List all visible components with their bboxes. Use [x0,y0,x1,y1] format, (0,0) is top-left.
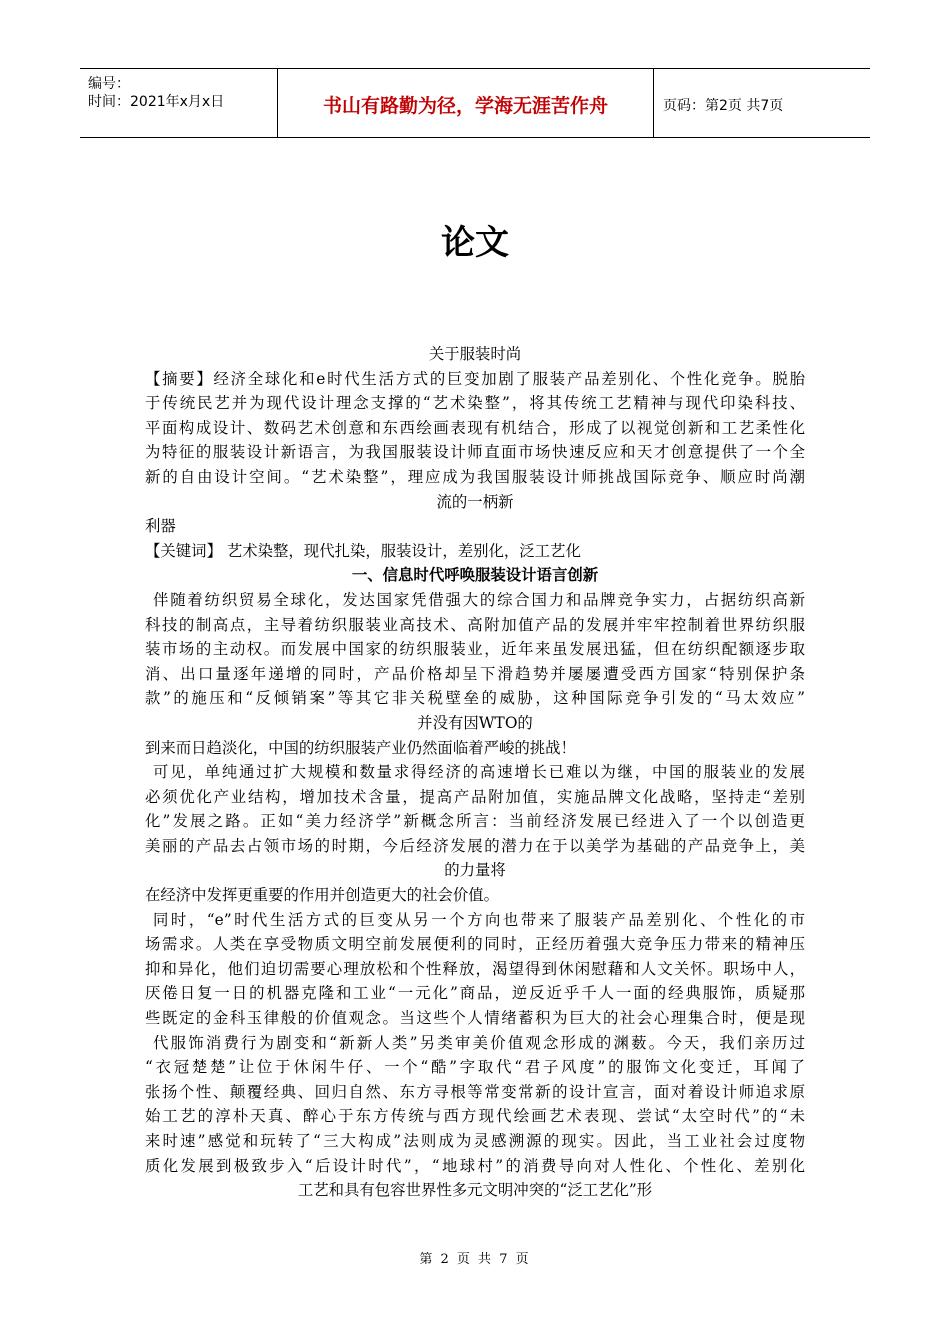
abstract-line: 【摘要】经济全球化和e时代生活方式的巨变加剧了服装产品差别化、个性化竞争。脱胎 [145,369,805,388]
abstract-line: 流的一柄新 [436,492,514,511]
paragraph-line: 消、出口量逐年递增的同时，产品价格却呈下滑趋势并屡屡遭受西方国家“特别保护条 [145,664,805,683]
paragraph-line: 抑和异化，他们迫切需要心理放松和个性释放，渴望得到休闲慰藉和人文关怀。职场中人， [145,959,805,978]
document-body [145,342,805,1203]
paragraph-line: 装市场的主动权。而发展中国家的纺织服装业，近年来虽发展迅猛，但在纺织配额逐步取 [145,640,805,659]
paragraph-line: 始工艺的淳朴天真、醉心于东方传统与西方现代绘画艺术表现、尝试“太空时代”的“未 [145,1107,805,1126]
paragraph-line: 质化发展到极致步入“后设计时代”，“地球村”的消费导向对人性化、个性化、差别化 [145,1156,805,1175]
page-footer: 第 2 页 共 7 页 [419,1252,531,1267]
abstract-line: 平面构成设计、数码艺术创意和东西绘画表现有机结合，形成了以视觉创新和工艺柔性化 [145,418,805,437]
article-title: 关于服装时尚 [428,345,522,363]
paragraph-line: 张扬个性、颠覆经典、回归自然、东方寻根等常变常新的设计宣言，面对着设计师追求原 [145,1082,805,1101]
paragraph-line: 到来而日趋淡化，中国的纺织服装产业仍然面临着严峻的挑战！ [145,738,576,757]
paragraph-line: 伴随着纺织贸易全球化，发达国家凭借强大的综合国力和品牌竞争实力，占据纺织高新 [153,590,805,609]
paragraph-line: 来时速”感觉和玩转了“三大构成”法则成为灵感溯源的现实。因此，当工业社会过度物 [145,1132,805,1150]
document-id-label: 编号： [88,76,130,92]
paragraph-line: 并没有因WTO的 [417,713,533,732]
paragraph-line: 化”发展之路。正如“美力经济学”新概念所言：当前经济发展已经进入了一个以创造更 [145,812,805,831]
page-header-table [80,68,870,138]
paragraph-line: 代服饰消费行为剧变和“新新人类”另类审美价值观念形成的渊薮。今天，我们亲历过 [153,1033,805,1052]
paragraph-line: 在经济中发挥更重要的作用并创造更大的社会价值。 [145,886,499,905]
paragraph-line: 可见，单纯通过扩大规模和数量求得经济的高速增长已难以为继，中国的服装业的发展 [153,763,805,782]
paragraph-line: 些既定的金科玉律般的价值观念。当这些个人情绪蓄积为巨大的社会心理集合时，便是现 [145,1009,805,1028]
abstract-line: 于传统民艺并为现代设计理念支撑的“艺术染整”，将其传统工艺精神与现代印染科技、 [145,394,805,413]
keywords-line: 【关键词】 艺术染整，现代扎染，服装设计，差别化，泛工艺化 [145,541,581,560]
paragraph-line: 款”的施压和“反倾销案”等其它非关税壁垒的威胁，这种国际竞争引发的“马太效应” [145,689,805,708]
abstract-line: 利器 [145,517,176,536]
paragraph-line: 厌倦日复一日的机器克隆和工业“一元化”商品，逆反近乎千人一面的经典服饰，质疑那 [145,984,805,1003]
header-page-cell [654,69,870,137]
paragraph-line: 场需求。人类在享受物质文明空前发展便利的同时，正经历着强大竞争压力带来的精神压 [145,935,805,954]
paragraph-line: 科技的制高点，主导着纺织服装业高技术、高附加值产品的发展并牢牢控制着世界纺织服 [145,615,805,634]
section-heading: 一、信息时代呼唤服装设计语言创新 [351,566,599,585]
paragraph-line: 必须优化产业结构，增加技术含量，提高产品附加值，实施品牌文化战略，坚持走“差别 [145,787,805,806]
header-motto-cell [278,69,654,137]
document-time: 时间：2021年x月x日 [88,94,225,110]
paragraph-line: 工艺和具有包容世界性多元文明冲突的“泛工艺化”形 [297,1181,653,1200]
header-page-info: 页码：第2页 共7页 [663,98,784,114]
paragraph-line: 同时，“e”时代生活方式的巨变从另一个方向也带来了服装产品差别化、个性化的市 [153,910,805,929]
document-title: 论文 [441,223,509,263]
abstract-line: 新的自由设计空间。“艺术染整”，理应成为我国服装设计师挑战国际竞争、顺应时尚潮 [145,467,805,486]
abstract-line: 为特征的服装设计新语言，为我国服装设计师直面市场快速反应和天才创意提供了一个全 [145,443,805,462]
header-motto: 书山有路勤为径，学海无涯苦作舟 [322,95,608,117]
paragraph-line: 美丽的产品去占领市场的时期，今后经济发展的潜力在于以美学为基础的产品竞争上，美 [145,836,805,855]
paragraph-line: 的力量将 [444,861,506,880]
paragraph-line: “衣冠楚楚”让位于休闲牛仔、一个“酷”字取代“君子风度”的服饰文化变迁，耳闻了 [145,1058,805,1077]
header-id-cell [80,69,278,137]
